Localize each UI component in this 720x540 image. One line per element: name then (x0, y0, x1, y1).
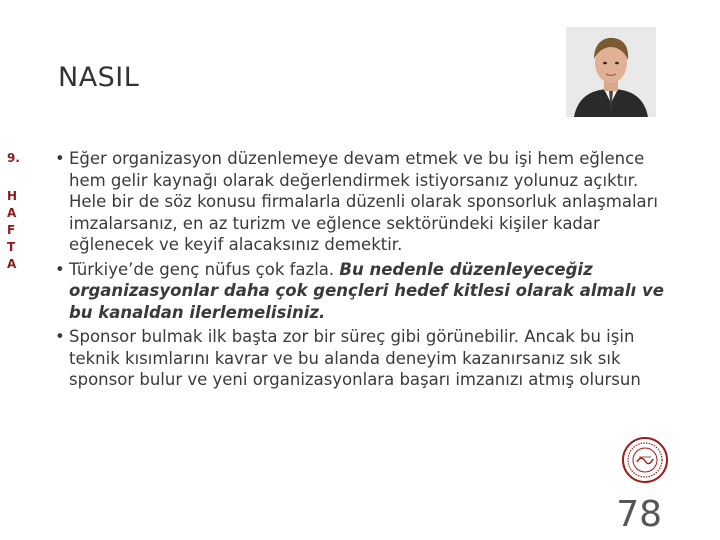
bullet-emphasis: Bu nedenle düzenleyeceğiz organizasyonlar daha çok gençleri hedef kitlesi olarak almalı ve bu kanaldan ilerlemelisiniz. (69, 259, 664, 322)
bullet-item (55, 148, 665, 256)
slide-body (55, 148, 665, 394)
university-seal-icon (622, 437, 668, 483)
bullet-text: Eğer organizasyon düzenlemeye devam etmek ve bu işi hem eğlence hem gelir kaynağı olarak değerlendirmek istiyorsanız yolunuz açıktır. Hele bir de söz konusu firmalarla düzenli olarak sponsorluk anlaşmaları imzalarsanız, en az turizm ve eğlence sektöründeki kişiler kadar eğlenecek ve keyif alacaksınız demektir. (69, 149, 659, 254)
week-letter: A (7, 206, 17, 220)
portrait-photo (566, 27, 656, 117)
bullet-text: Sponsor bulmak ilk başta zor bir süreç gibi görünebilir. Ancak bu işin teknik kısımlarını kavrar ve bu alanda deneyim kazanırsanız sık sık sponsor bulur ve yeni organizasyonlara başarı imzanızı atmış olursun (69, 327, 641, 389)
sidebar-week-label (7, 150, 27, 273)
page-number: 78 (616, 494, 662, 535)
week-letter: A (7, 257, 17, 271)
slide-title: NASIL (58, 62, 140, 93)
portrait-icon (566, 27, 656, 117)
week-letter: F (7, 223, 16, 237)
week-letter: H (7, 189, 18, 203)
bullet-item (55, 259, 665, 324)
bullet-item (55, 326, 665, 391)
week-letter: T (7, 240, 16, 254)
bullet-list (55, 148, 665, 391)
bullet-text: Türkiye’de genç nüfus çok fazla. (69, 259, 340, 279)
week-number: 9. (7, 151, 20, 165)
